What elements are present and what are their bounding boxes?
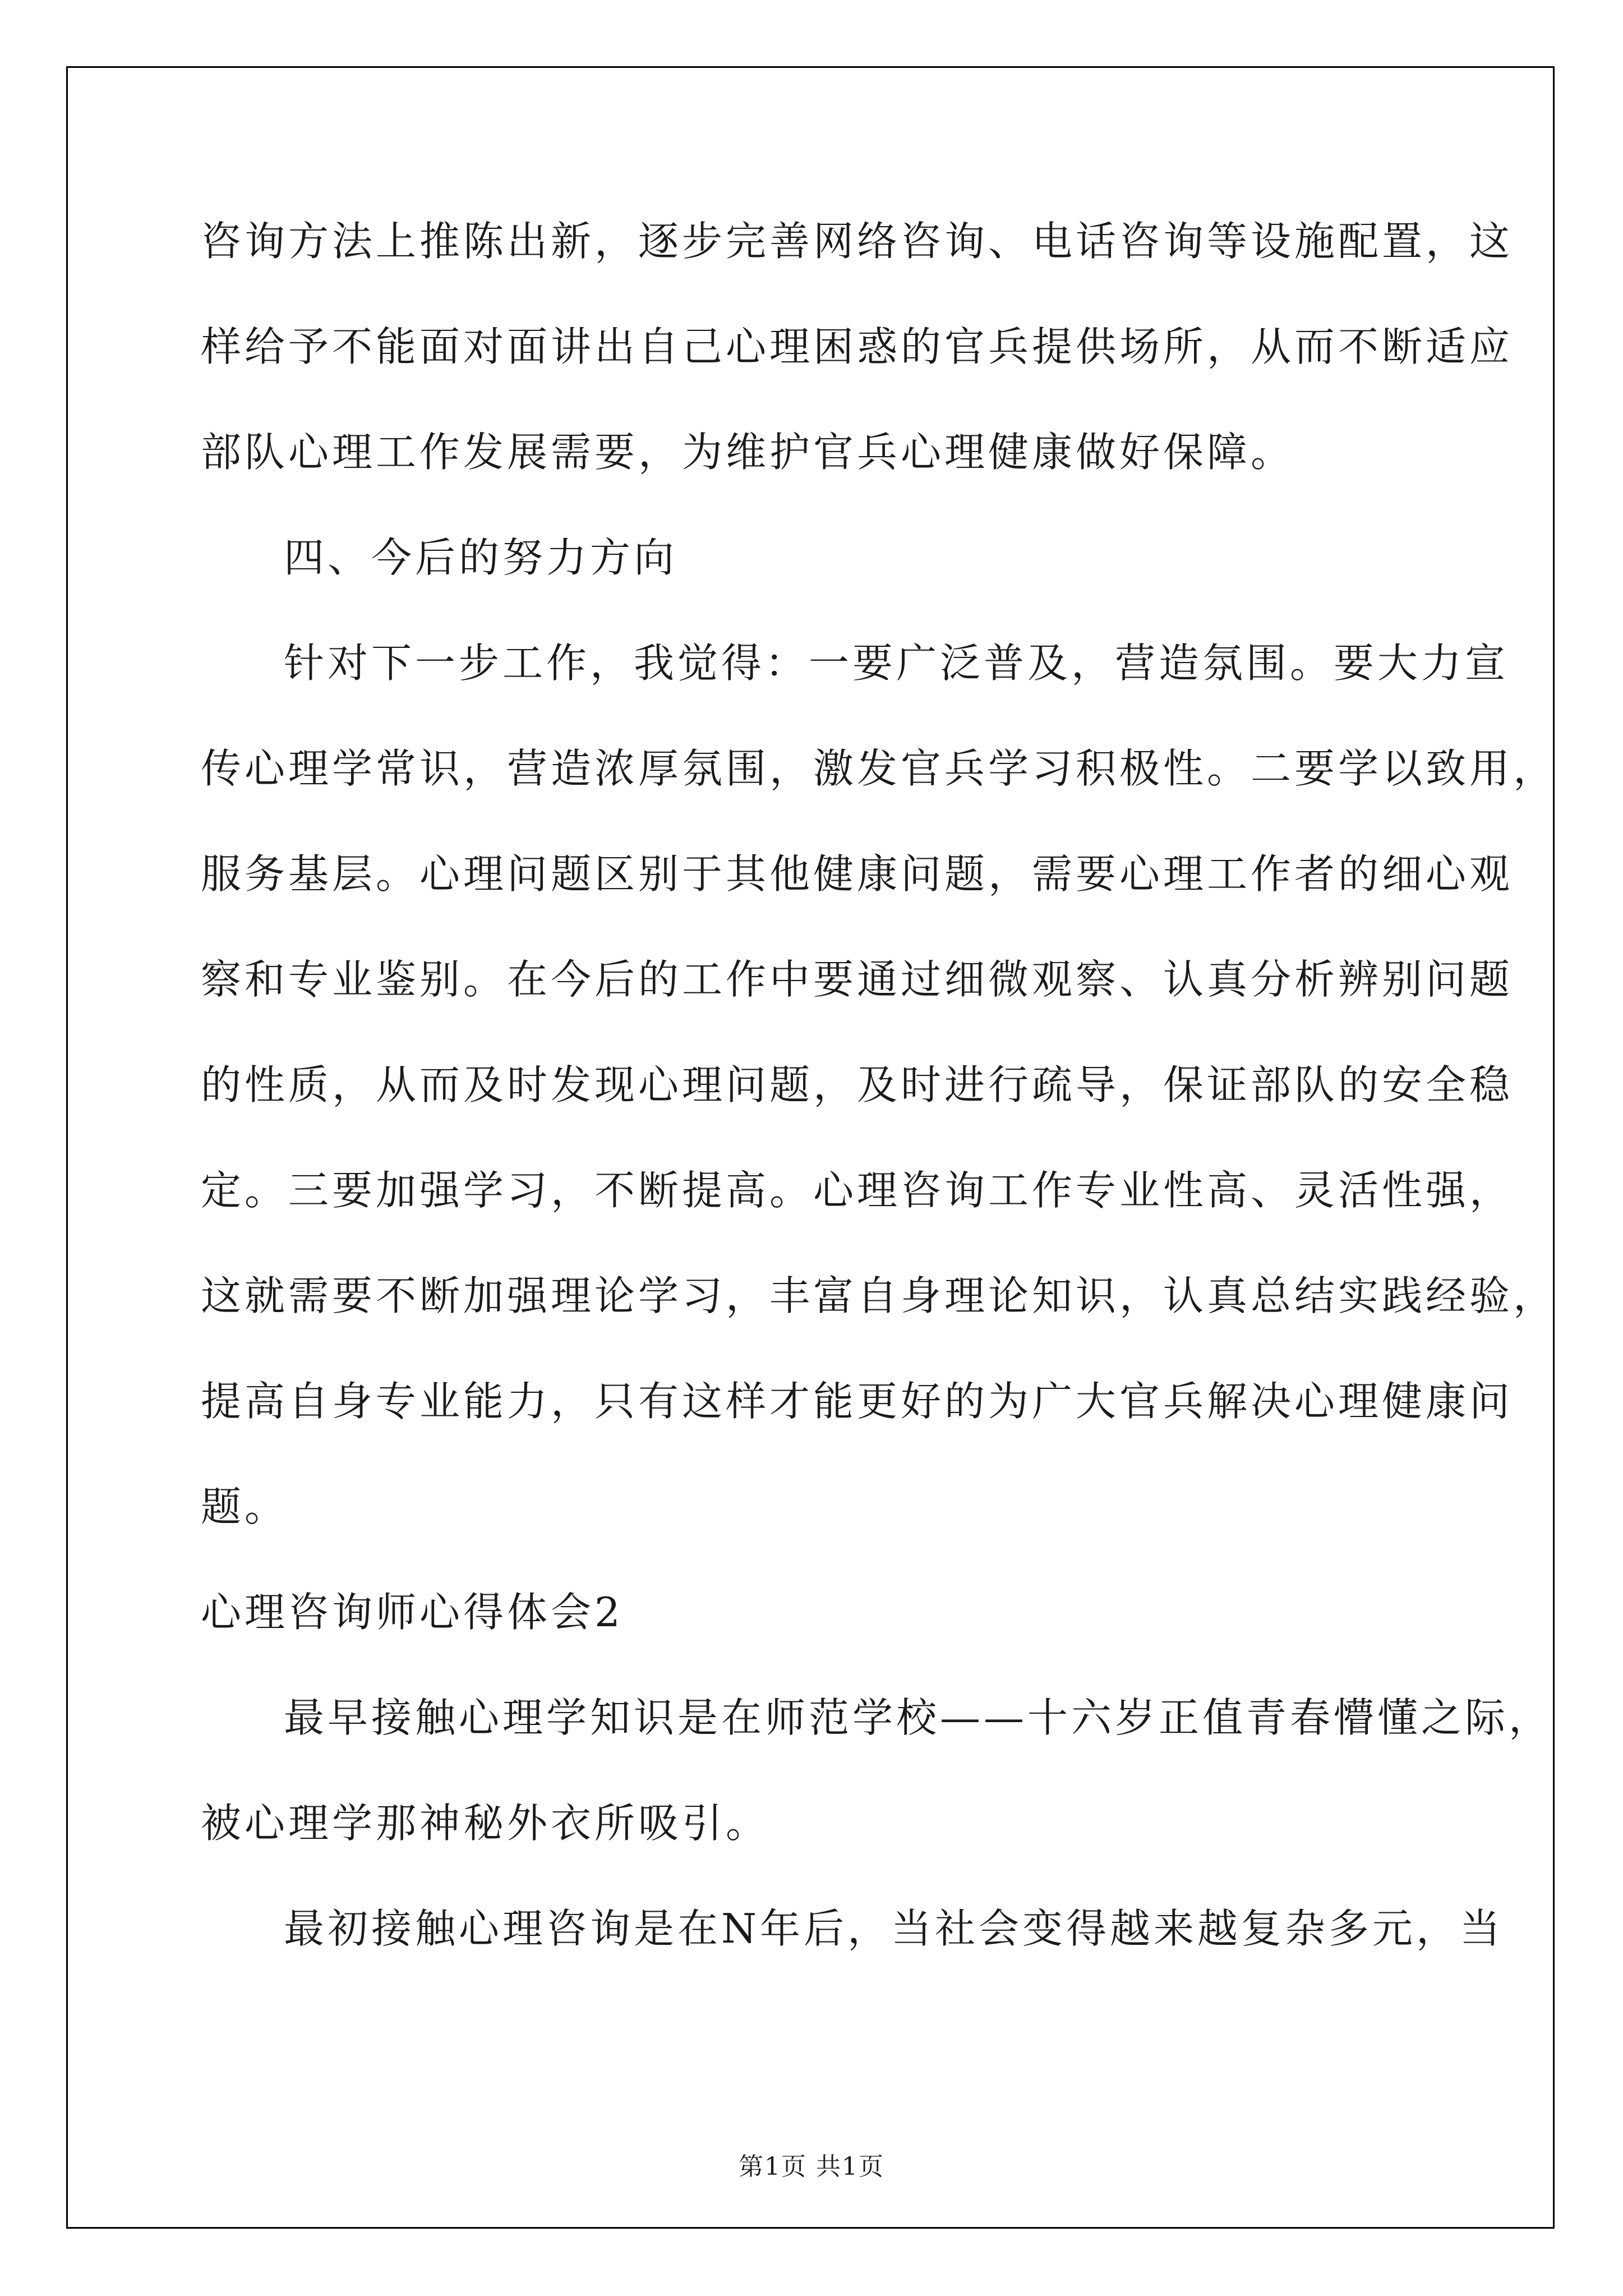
- text-line: 最早接触心理学知识是在师范学校——十六岁正值青春懵懂之际，: [284, 1694, 1553, 1741]
- text-line: 提高自身专业能力，只有这样才能更好的为广大官兵解决心理健康问: [201, 1378, 1514, 1425]
- text-line: 被心理学那神秘外衣所吸引。: [201, 1800, 770, 1847]
- text-line: 传心理学常识，营造浓厚氛围，激发官兵学习积极性。二要学以致用，: [201, 745, 1557, 792]
- text-line: 题。: [201, 1483, 289, 1530]
- text-line: 这就需要不断加强理论学习，丰富自身理论知识，认真总结实践经验，: [201, 1272, 1557, 1319]
- text-line: 咨询方法上推陈出新，逐步完善网络咨询、电话咨询等设施配置，这: [201, 218, 1514, 265]
- text-line: 服务基层。心理问题区别于其他健康问题，需要心理工作者的细心观: [201, 850, 1514, 898]
- text-line: 样给予不能面对面讲出自己心理困惑的官兵提供场所，从而不断适应: [201, 323, 1514, 370]
- article-title: 心理咨询师心得体会2: [201, 1589, 624, 1636]
- page-footer: 第1页 共1页: [739, 2152, 884, 2181]
- page-border: [66, 66, 1555, 2229]
- text-line: 定。三要加强学习，不断提高。心理咨询工作专业性高、灵活性强，: [201, 1167, 1514, 1214]
- text-line: 察和专业鉴别。在今后的工作中要通过细微观察、认真分析辨别问题: [201, 956, 1514, 1003]
- text-line: 的性质，从而及时发现心理问题，及时进行疏导，保证部队的安全稳: [201, 1061, 1514, 1108]
- section-heading: 四、今后的努力方向: [284, 534, 678, 581]
- text-line: 部队心理工作发展需要，为维护官兵心理健康做好保障。: [201, 429, 1295, 476]
- text-line: 最初接触心理咨询是在N年后，当社会变得越来越复杂多元，当: [284, 1905, 1504, 1952]
- text-line: 针对下一步工作，我觉得：一要广泛普及，营造氛围。要大力宣: [284, 639, 1509, 687]
